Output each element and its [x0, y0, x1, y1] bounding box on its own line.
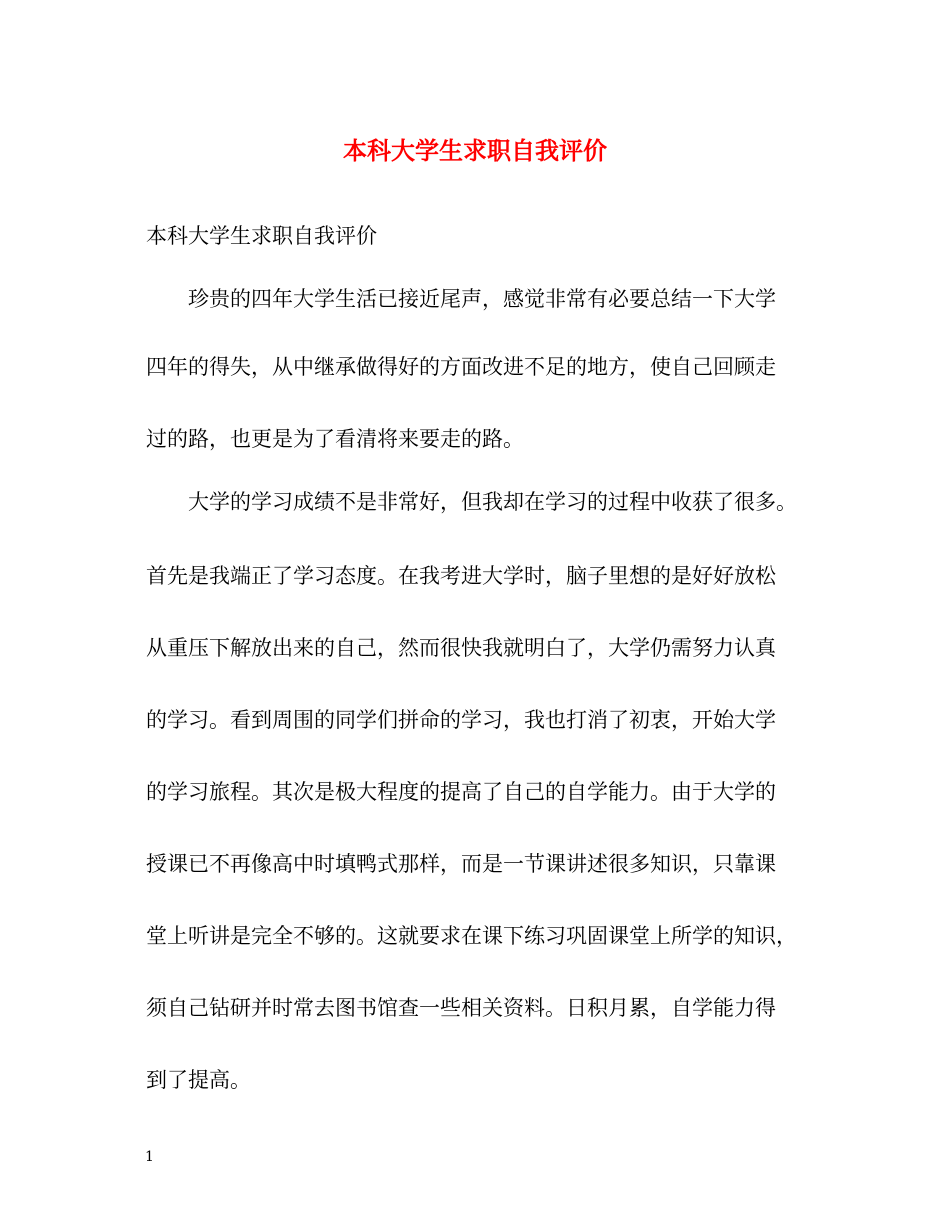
paragraph-line: 珍贵的四年大学生活已接近尾声，感觉非常有必要总结一下大学	[188, 287, 776, 311]
paragraph-line: 四年的得失，从中继承做得好的方面改进不足的地方，使自己回顾走	[146, 355, 776, 379]
document-subtitle: 本科大学生求职自我评价	[146, 224, 377, 248]
paragraph-line: 大学的学习成绩不是非常好，但我却在学习的过程中收获了很多。	[188, 490, 797, 514]
paragraph-line: 堂上听讲是完全不够的。这就要求在课下练习巩固课堂上所学的知识，	[146, 924, 797, 948]
paragraph-line: 的学习旅程。其次是极大程度的提高了自己的自学能力。由于大学的	[146, 780, 776, 804]
paragraph-line: 首先是我端正了学习态度。在我考进大学时，脑子里想的是好好放松	[146, 564, 776, 588]
paragraph-line: 从重压下解放出来的自己，然而很快我就明白了，大学仍需努力认真	[146, 636, 776, 660]
document-title: 本科大学生求职自我评价	[343, 136, 607, 165]
paragraph-line: 过的路，也更是为了看清将来要走的路。	[146, 427, 524, 451]
page-number: 1	[145, 1149, 154, 1165]
paragraph-line: 授课已不再像高中时填鸭式那样，而是一节课讲述很多知识，只靠课	[146, 852, 776, 876]
paragraph-line: 的学习。看到周围的同学们拼命的学习，我也打消了初衷，开始大学	[146, 708, 776, 732]
paragraph-line: 须自己钻研并时常去图书馆查一些相关资料。日积月累，自学能力得	[146, 996, 776, 1020]
paragraph-line: 到了提高。	[146, 1068, 251, 1092]
